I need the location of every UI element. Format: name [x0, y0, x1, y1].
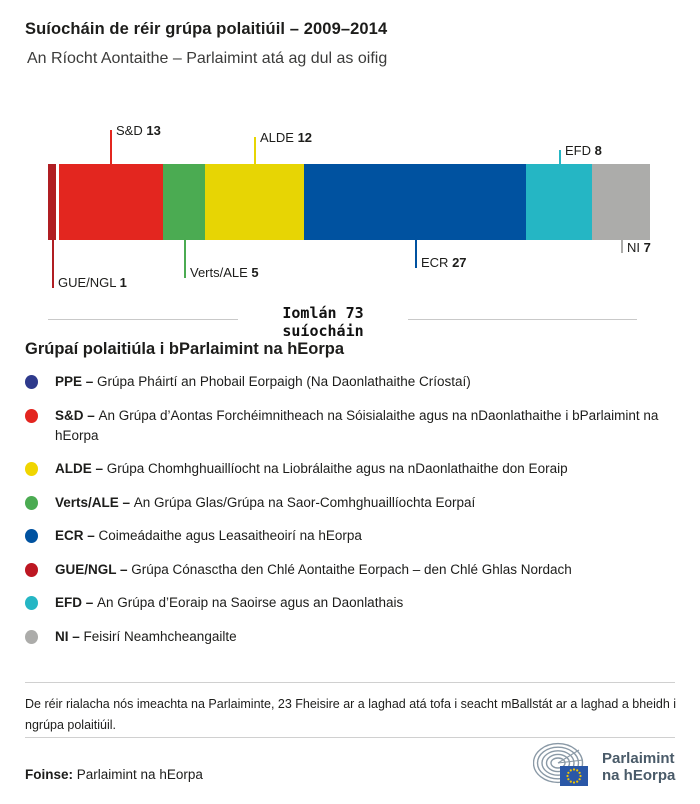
total-label-line1: Iomlán 73 — [282, 304, 364, 322]
bar-segment-ni[interactable] — [592, 164, 650, 240]
legend-item — [25, 459, 683, 479]
footnote: De réir rialacha nós imeachta na Parlaiminte, 23 Fheisire ar a laghad atá tofa i seacht mBallstát ar a laghad a bheidh i ngrúpa polaitiúil. — [25, 697, 677, 732]
legend-list — [25, 372, 683, 660]
logo-wordmark — [602, 750, 675, 784]
divider-line-right — [408, 319, 637, 320]
source-value: Parlaimint na hEorpa — [76, 767, 203, 782]
legend-color-dot — [25, 630, 38, 644]
callout-line — [621, 240, 623, 253]
source-label: Foinse: — [25, 767, 74, 782]
legend-color-dot — [25, 496, 38, 510]
legend-color-dot — [25, 563, 38, 577]
legend-heading: Grúpaí polaitiúla i bParlaimint na hEorpa — [25, 340, 345, 358]
bar-segment-ecr[interactable] — [304, 164, 527, 240]
total-row — [48, 304, 637, 340]
legend-text: EFD – An Grúpa d’Eoraip na Saoirse agus an Daonlathais — [55, 595, 404, 610]
callout-line — [52, 240, 54, 288]
legend-text: GUE/NGL – Grúpa Cónasctha den Chlé Aontaithe Eorpach – den Chlé Ghlas Nordach — [55, 561, 572, 577]
callout-label: EFD 8 — [565, 143, 602, 158]
legend-text: NI – Feisirí Neamhcheangailte — [55, 628, 237, 644]
divider-line-left — [48, 319, 238, 320]
callout-label: NI 7 — [627, 240, 651, 255]
legend-item — [25, 493, 683, 513]
legend-text: ECR – Coimeádaithe agus Leasaitheoirí na hEorpa — [55, 528, 362, 543]
legend-text: PPE – Grúpa Pháirtí an Phobail Eorpaigh (Na Daonlathaithe Críostaí) — [55, 374, 471, 389]
legend-color-dot — [25, 409, 38, 423]
legend-color-dot — [25, 375, 38, 389]
hemicycle-icon — [533, 740, 595, 793]
logo-line2: na hEorpa — [602, 766, 676, 784]
stacked-bar — [48, 164, 650, 240]
legend-text: S&D – An Grúpa d’Aontas Forchéimnitheach na Sóisialaithe agus na nDaonlathaithe i bParlaimint na hEorpa — [55, 407, 659, 443]
callout-label: S&D 13 — [116, 123, 161, 138]
legend-text: ALDE – Grúpa Chomhghuaillíocht na Liobrálaithe agus na nDaonlathaithe don Eoraip — [55, 461, 568, 476]
source-line — [25, 767, 203, 782]
total-label-line2: suíocháin — [282, 322, 364, 340]
legend-item — [25, 560, 683, 580]
legend-item — [25, 526, 683, 546]
bar-segment-efd[interactable] — [526, 164, 592, 240]
total-label — [238, 304, 408, 340]
legend-item — [25, 406, 683, 446]
legend-color-dot — [25, 462, 38, 476]
bar-segment-verts-ale[interactable] — [163, 164, 204, 240]
callout-label: ECR 27 — [421, 255, 467, 270]
bar-segment-s-d[interactable] — [56, 164, 163, 240]
callout-line — [559, 150, 561, 164]
page-subtitle: An Ríocht Aontaithe – Parlaimint atá ag dul as oifig — [27, 50, 388, 67]
bar-segment-alde[interactable] — [205, 164, 304, 240]
callout-label: GUE/NGL 1 — [58, 275, 127, 290]
legend-color-dot — [25, 596, 38, 610]
callout-label: Verts/ALE 5 — [190, 265, 259, 280]
callout-line — [184, 240, 186, 278]
callout-line — [110, 130, 112, 164]
legend-item — [25, 372, 683, 392]
callout-line — [415, 240, 417, 268]
callout-label: ALDE 12 — [260, 130, 313, 145]
logo-line1: Parlaimint — [602, 749, 675, 767]
page-title: Suíocháin de réir grúpa polaitiúil – 2009–2014 — [25, 20, 388, 38]
bar-segment-gue-ngl[interactable] — [48, 164, 56, 240]
legend-item — [25, 593, 683, 613]
divider-rule-top — [25, 682, 675, 683]
legend-text: Verts/ALE – An Grúpa Glas/Grúpa na Saor-Comhghuaillíochta Eorpaí — [55, 494, 476, 510]
european-parliament-logo — [533, 740, 675, 793]
divider-rule-bottom — [25, 737, 675, 738]
legend-color-dot — [25, 529, 38, 543]
callout-line — [254, 137, 256, 164]
legend-item — [25, 627, 683, 647]
